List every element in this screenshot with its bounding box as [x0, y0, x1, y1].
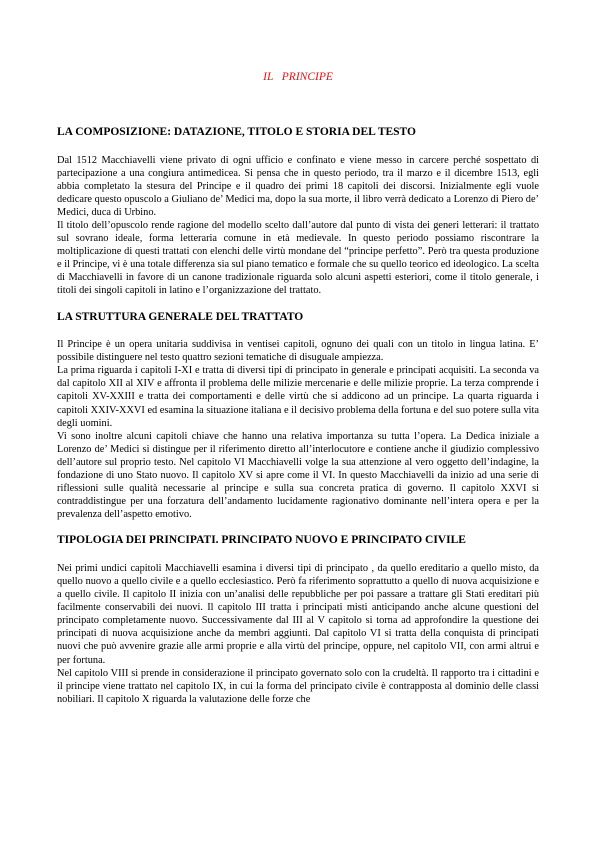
section-heading-tipologia: TIPOLOGIA DEI PRINCIPATI. PRINCIPATO NUOVO E PRINCIPATO CIVILE: [57, 534, 466, 547]
section-heading-struttura: LA STRUTTURA GENERALE DEL TRATTATO: [57, 310, 304, 323]
paragraph: La prima riguarda i capitoli I-XI e tratta di diversi tipi di principato in generale e principati acquisiti. La seconda va dal capitolo XII al XIV e affronta il problema delle milizie mercenarie e delle milizie proprie. La terza comprende i capitoli XV-XXIII e tratta dei comportamenti e delle virtù che si addicono ad un principe. La quarta riguarda i capitoli XXIV-XXVI ed esamina la situazione italiana e il decisivo problema della fortuna e del suo potere sulla vita degli uomini.: [57, 365, 539, 429]
section-body-tipologia: [57, 562, 539, 706]
paragraph: Vi sono inoltre alcuni capitoli chiave che hanno una relativa importanza su tutta l’opera. La Dedica iniziale a Lorenzo de’ Medici si distingue per il riferimento diretto all’interlocutore e contiene anche il giudizio complessivo dell’autore sul proprio testo. Nel capitolo VI Macchiavelli volge la sua attenzione al vero oggetto dell’indagine, la fondazione di uno Stato nuovo. Il capitolo XV si apre come il VI. In questo Macchiavelli da inizio ad una serie di riflessioni sulle qualità necessarie al principe e sulla sua concreta pratica di governo. Il capitolo XXVI si contraddistingue per una forzatura dell’andamento lucidamente ragionativo dominante nell’intera opera e per la prevalenza dell’aspetto emotivo.: [57, 430, 539, 521]
paragraph: Dal 1512 Macchiavelli viene privato di ogni ufficio e confinato e viene messo in carcere perché sospettato di partecipazione a una congiura antimedicea. Si pensa che in questo periodo, tra il marzo e il dicembre 1513, egli abbia completato la stesura del Principe e il quadro dei primi 18 capitoli dei discorsi. Inizialmente egli vuole dedicare questo opuscolo a Giuliano de’ Medici ma, dopo la sua morte, il libro verrà dedicato a Lorenzo di Piero de’ Medici, duca di Urbino.: [57, 154, 539, 218]
document-page: [57, 70, 539, 706]
section-body-struttura: [57, 338, 539, 521]
paragraph: Il titolo dell’opuscolo rende ragione del modello scelto dall’autore dal punto di vista dei generi letterari: il trattato sul sovrano ideale, forma letteraria comune in età medievale. In questo periodo possiamo riscontrare la moltiplicazione di questi trattati con elenchi delle virtù mondane del “principe perfetto”. Però tra questa produzione e il Principe, vi è una totale differenza sia sul piano tematico e formale che su quello teorico ed ideologico. La scelta di Macchiavelli in favore di un canone tradizionale riguarda solo alcuni aspetti esteriori, come il titolo generale, i titoli dei singoli capitoli in latino e l’organizzazione del trattato.: [57, 219, 539, 297]
section-body-composizione: [57, 154, 539, 298]
paragraph: Nel capitolo VIII si prende in considerazione il principato governato solo con la crudeltà. Il rapporto tra i cittadini e il principe viene trattato nel capitolo IX, in cui la forma del principato civile è contrapposta al dominio delle classi nobiliari. Il capitolo X riguarda la valutazione delle forze che: [57, 667, 539, 705]
paragraph: Il Principe è un opera unitaria suddivisa in ventisei capitoli, ognuno dei quali con un titolo in lingua latina. E’ possibile distinguere nel testo quattro sezioni tematiche di disuguale ampiezza.: [57, 339, 539, 364]
paragraph: Nei primi undici capitoli Macchiavelli esamina i diversi tipi di principato , da quello ereditario a quello misto, da quello nuovo a quello civile e a quello ecclesiastico. Però fa riferimento soprattutto a quello di nuova acquisizione e a quello civile. Il capitolo II inizia con un’analisi delle repubbliche per poi passare a trattare gli Stati ereditari più facilmente conservabili dei nuovi. Il capitolo III tratta i principati misti anticipando anche alcune questioni del principato completamente nuovo. Successivamente dal III al V capitolo si torna ad approfondire la questione dei principati di nuova acquisizione anche da membri aggiunti. Dal capitolo VI si tratta della conquista di principati nuovi che può avvenire grazie alle armi proprie e alla virtù del principe, oppure, nel capitolo VII, con armi altrui e per fortuna.: [57, 562, 539, 666]
section-heading-composizione: LA COMPOSIZIONE: DATAZIONE, TITOLO E STORIA DEL TESTO: [57, 126, 416, 138]
document-title: IL PRINCIPE: [263, 71, 333, 83]
